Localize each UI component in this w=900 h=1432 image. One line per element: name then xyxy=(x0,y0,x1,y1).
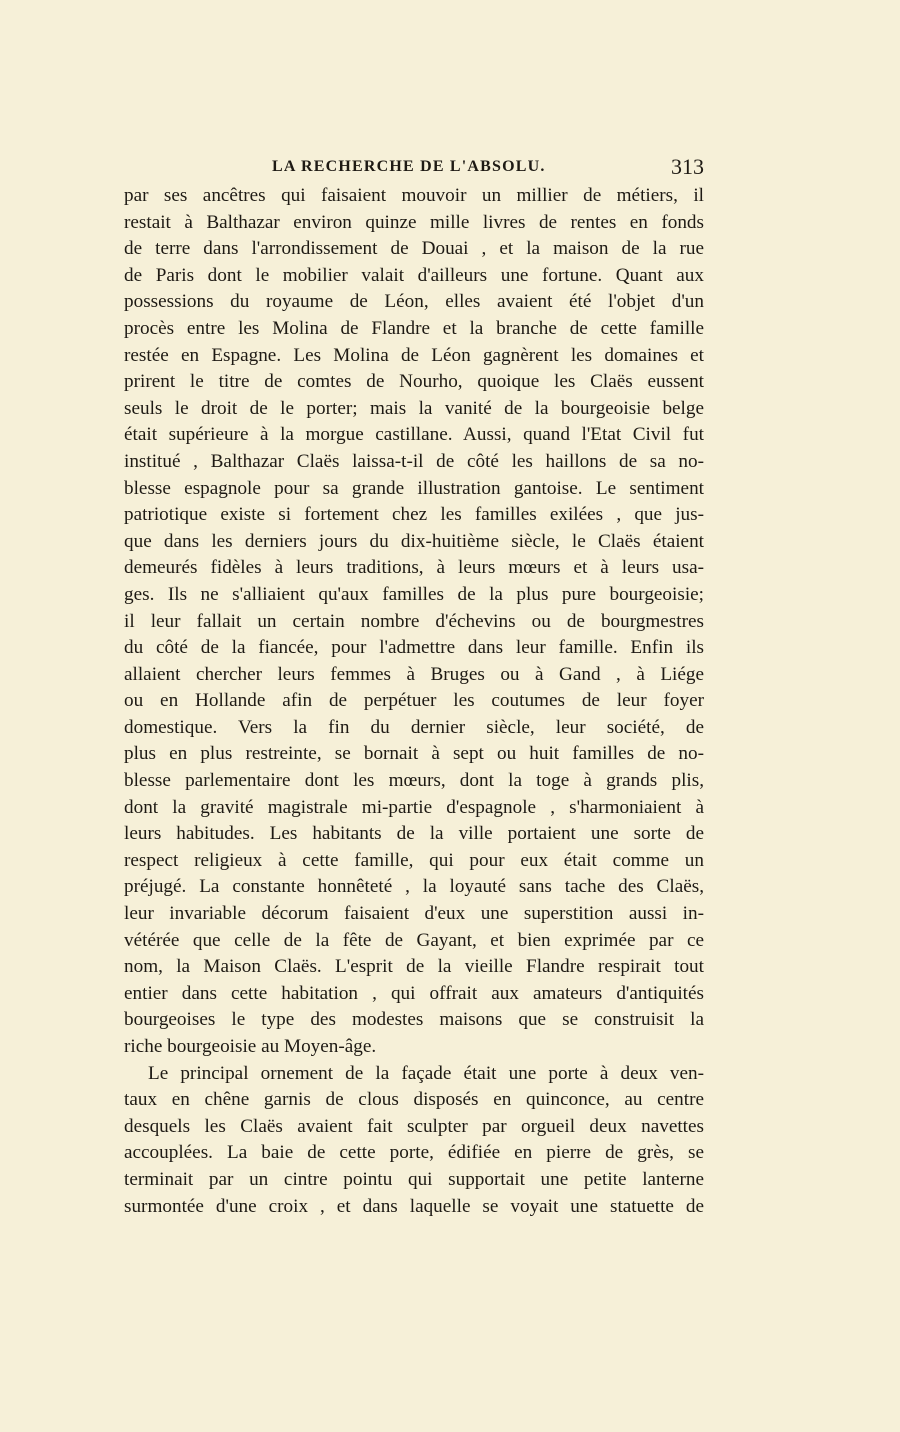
text-line: allaient chercher leurs femmes à Bruges ou à Gand , à Liége xyxy=(124,663,704,685)
running-header xyxy=(124,154,704,182)
text-line: de terre dans l'arrondissement de Douai , et la maison de la rue xyxy=(124,238,704,260)
text-line: que dans les derniers jours du dix-huitième siècle, le Claës étaient xyxy=(124,530,704,552)
text-line: entier dans cette habitation , qui offrait aux amateurs d'antiquités xyxy=(124,982,704,1004)
text-line: blesse espagnole pour sa grande illustration gantoise. Le sentiment xyxy=(124,477,704,499)
text-line: était supérieure à la morgue castillane. Aussi, quand l'Etat Civil fut xyxy=(124,424,704,446)
text-line: il leur fallait un certain nombre d'échevins ou de bourgmestres xyxy=(124,610,704,632)
text-line: par ses ancêtres qui faisaient mouvoir un millier de métiers, il xyxy=(124,185,704,206)
text-line: desquels les Claës avaient fait sculpter par orgueil deux navettes xyxy=(124,1115,704,1137)
text-line: vétérée que celle de la fête de Gayant, et bien exprimée par ce xyxy=(124,929,704,951)
text-line: terminait par un cintre pointu qui supportait une petite lanterne xyxy=(124,1168,704,1190)
text-line: ges. Ils ne s'alliaient qu'aux familles de la plus pure bourgeoisie; xyxy=(124,583,704,605)
text-line: restée en Espagne. Les Molina de Léon gagnèrent les domaines et xyxy=(124,344,704,366)
text-line: accouplées. La baie de cette porte, édifiée en pierre de grès, se xyxy=(124,1142,704,1164)
text-line: de Paris dont le mobilier valait d'ailleurs une fortune. Quant aux xyxy=(124,264,704,286)
running-title: LA RECHERCHE DE L'ABSOLU. xyxy=(272,158,546,175)
text-line: respect religieux à cette famille, qui pour eux était comme un xyxy=(124,849,704,871)
text-line: procès entre les Molina de Flandre et la branche de cette famille xyxy=(124,317,704,339)
text-line: dont la gravité magistrale mi-partie d'espagnole , s'harmoniaient à xyxy=(124,796,704,818)
text-line: riche bourgeoisie au Moyen-âge. xyxy=(124,1036,377,1057)
text-line: plus en plus restreinte, se bornait à sept ou huit familles de no- xyxy=(124,743,704,765)
text-line: surmontée d'une croix , et dans laquelle se voyait une statuette de xyxy=(124,1195,704,1217)
text-line: blesse parlementaire dont les mœurs, dont la toge à grands plis, xyxy=(124,770,704,792)
body-text xyxy=(124,183,704,1220)
text-line: restait à Balthazar environ quinze mille livres de rentes en fonds xyxy=(124,211,704,233)
text-line: domestique. Vers la fin du dernier siècle, leur société, de xyxy=(124,716,704,738)
text-line: bourgeoises le type des modestes maisons que se construisit la xyxy=(124,1009,704,1031)
text-line: ou en Hollande afin de perpétuer les coutumes de leur foyer xyxy=(124,690,704,712)
text-line: taux en chêne garnis de clous disposés en quinconce, au centre xyxy=(124,1089,704,1111)
text-line: patriotique existe si fortement chez les familles exilées , que jus- xyxy=(124,504,704,526)
text-line: du côté de la fiancée, pour l'admettre dans leur famille. Enfin ils xyxy=(124,637,704,659)
text-line: Le principal ornement de la façade était une porte à deux ven- xyxy=(148,1062,704,1084)
page-number: 313 xyxy=(671,154,704,179)
text-line: nom, la Maison Claës. L'esprit de la vieille Flandre respirait tout xyxy=(124,956,704,978)
text-line: seuls le droit de le porter; mais la vanité de la bourgeoisie belge xyxy=(124,397,704,419)
text-line: leurs habitudes. Les habitants de la ville portaient une sorte de xyxy=(124,823,704,845)
text-line: institué , Balthazar Claës laissa-t-il de côté les haillons de sa no- xyxy=(124,450,704,472)
text-line: préjugé. La constante honnêteté , la loyauté sans tache des Claës, xyxy=(124,876,704,898)
text-line: leur invariable décorum faisaient d'eux une superstition aussi in- xyxy=(124,903,704,925)
text-line: demeurés fidèles à leurs traditions, à leurs mœurs et à leurs usa- xyxy=(124,557,704,579)
text-line: prirent le titre de comtes de Nourho, quoique les Claës eussent xyxy=(124,371,704,393)
text-line: possessions du royaume de Léon, elles avaient été l'objet d'un xyxy=(124,291,704,313)
